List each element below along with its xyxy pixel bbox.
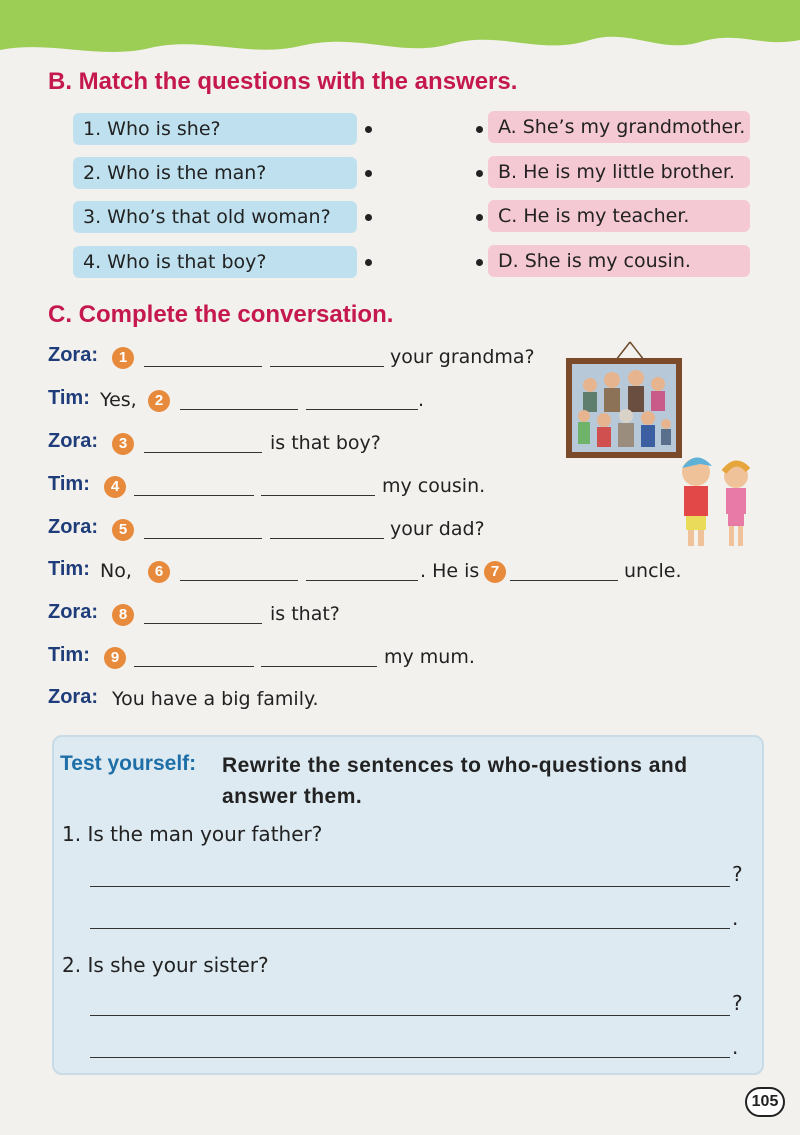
- question-mark: ?: [732, 862, 743, 886]
- answer-blank[interactable]: [144, 452, 262, 453]
- header-decoration: [0, 0, 800, 70]
- line-text: Yes,: [100, 389, 137, 411]
- line-text: your dad?: [390, 518, 485, 540]
- page-number: 105: [745, 1087, 785, 1117]
- question-mark: ?: [732, 991, 743, 1015]
- speaker-label: Tim:: [48, 473, 90, 495]
- answer-blank[interactable]: [270, 538, 384, 539]
- line-text: .: [418, 389, 425, 411]
- conversation-line: [48, 558, 748, 592]
- speaker-label: Tim:: [48, 644, 90, 666]
- speaker-label: Zora:: [48, 430, 98, 452]
- answer-line[interactable]: [90, 1057, 730, 1058]
- number-badge: 4: [104, 476, 126, 498]
- line-text: You have a big family.: [112, 688, 319, 710]
- question-3: 3. Who’s that old woman?: [73, 201, 357, 233]
- period-mark: .: [732, 1035, 739, 1059]
- answer-blank[interactable]: [144, 623, 262, 624]
- match-dot[interactable]: [365, 259, 372, 266]
- number-badge: 8: [112, 604, 134, 626]
- line-text: No,: [100, 560, 132, 582]
- speaker-label: Tim:: [48, 558, 90, 580]
- line-text: my mum.: [384, 646, 475, 668]
- family-picture-illustration: [560, 340, 760, 560]
- test-instruction: Rewrite the sentences to who-questions and answer them.: [222, 754, 688, 808]
- answer-a: A. She’s my grandmother.: [488, 111, 750, 143]
- number-badge: 1: [112, 347, 134, 369]
- match-dot[interactable]: [476, 214, 483, 221]
- period-mark: .: [732, 906, 739, 930]
- match-dot[interactable]: [365, 214, 372, 221]
- answer-blank[interactable]: [144, 366, 262, 367]
- line-text: is that?: [270, 603, 340, 625]
- answer-blank[interactable]: [144, 538, 262, 539]
- match-dot[interactable]: [365, 170, 372, 177]
- answer-blank[interactable]: [261, 495, 375, 496]
- speaker-label: Zora:: [48, 344, 98, 366]
- line-text: my cousin.: [382, 475, 486, 497]
- number-badge: 2: [148, 390, 170, 412]
- match-dot[interactable]: [365, 126, 372, 133]
- answer-d: D. She is my cousin.: [488, 245, 750, 277]
- test-yourself-label: Test yourself:: [60, 752, 197, 775]
- answer-blank[interactable]: [510, 580, 618, 581]
- answer-c: C. He is my teacher.: [488, 200, 750, 232]
- test-question-2: 2. Is she your sister?: [62, 953, 269, 977]
- answer-line[interactable]: [90, 886, 730, 887]
- answer-blank[interactable]: [261, 666, 377, 667]
- answer-line[interactable]: [90, 928, 730, 929]
- match-dot[interactable]: [476, 126, 483, 133]
- answer-blank[interactable]: [180, 580, 298, 581]
- number-badge: 3: [112, 433, 134, 455]
- question-1: 1. Who is she?: [73, 113, 357, 145]
- speaker-label: Zora:: [48, 601, 98, 623]
- match-dot[interactable]: [476, 259, 483, 266]
- speaker-label: Tim:: [48, 387, 90, 409]
- speaker-label: Zora:: [48, 686, 98, 708]
- section-c-heading: C. Complete the conversation.: [48, 301, 394, 328]
- line-text: your grandma?: [390, 346, 535, 368]
- number-badge: 7: [484, 561, 506, 583]
- answer-line[interactable]: [90, 1015, 730, 1016]
- speaker-label: Zora:: [48, 516, 98, 538]
- test-question-1: 1. Is the man your father?: [62, 822, 323, 846]
- line-text: uncle.: [624, 560, 682, 582]
- question-2: 2. Who is the man?: [73, 157, 357, 189]
- line-text: is that boy?: [270, 432, 381, 454]
- answer-blank[interactable]: [270, 366, 384, 367]
- answer-blank[interactable]: [306, 580, 418, 581]
- answer-blank[interactable]: [134, 495, 254, 496]
- section-b-heading: B. Match the questions with the answers.: [48, 68, 518, 95]
- line-text: . He is: [420, 560, 480, 582]
- number-badge: 5: [112, 519, 134, 541]
- answer-blank[interactable]: [306, 409, 418, 410]
- number-badge: 9: [104, 647, 126, 669]
- match-dot[interactable]: [476, 170, 483, 177]
- answer-blank[interactable]: [134, 666, 254, 667]
- question-4: 4. Who is that boy?: [73, 246, 357, 278]
- answer-blank[interactable]: [180, 409, 298, 410]
- number-badge: 6: [148, 561, 170, 583]
- answer-b: B. He is my little brother.: [488, 156, 750, 188]
